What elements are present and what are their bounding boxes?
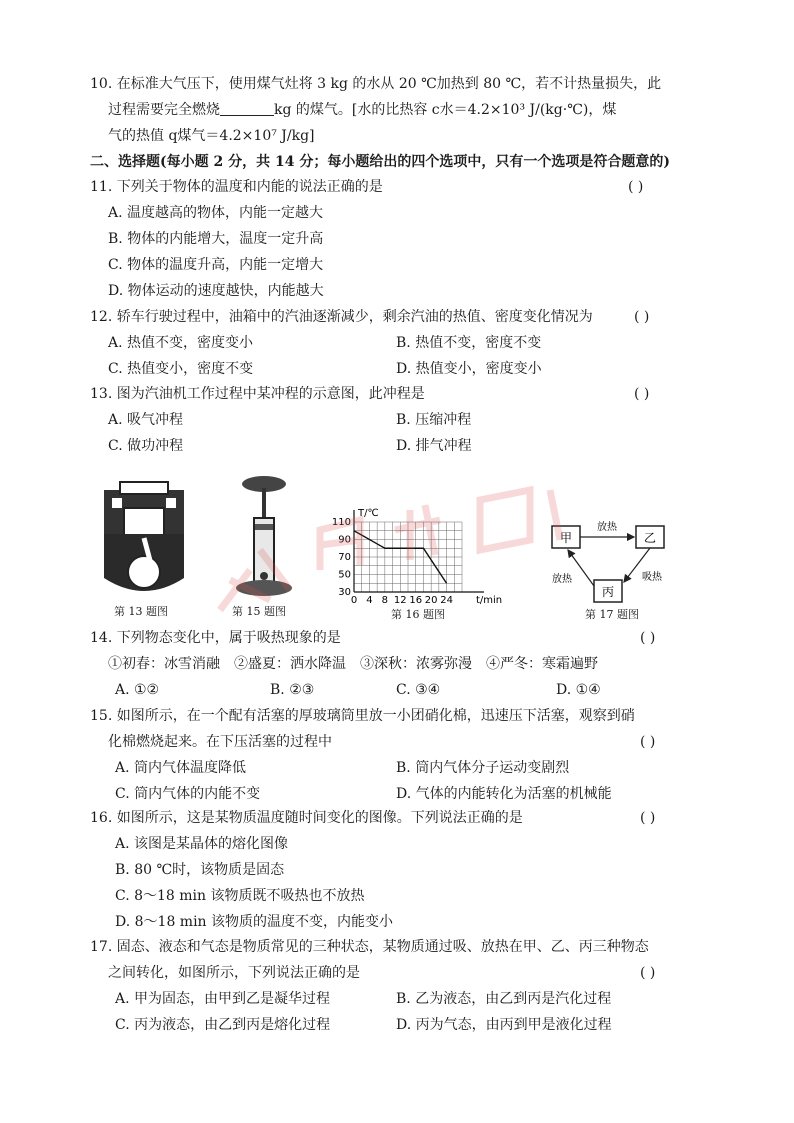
y-tick-label: 50 [338, 569, 351, 581]
engine-piston [124, 508, 164, 538]
q15-stem-line2: 化棉燃烧起来。在下压活塞的过程中 [108, 734, 332, 750]
q17-option-d[interactable]: D. 丙为气态，由丙到甲是液化过程 [396, 1017, 612, 1033]
x-tick-label: 0 [350, 595, 358, 606]
q17-option-c[interactable]: C. 丙为液态，由乙到丙是熔化过程 [115, 1017, 331, 1033]
q13-stem: 13. 图为汽油机工作过程中某冲程的示意图，此冲程是 [90, 386, 425, 402]
q15-answer-paren[interactable]: ( ) [640, 734, 656, 750]
q17-stem-line2: 之间转化，如图所示，下列说法正确的是 [108, 965, 360, 981]
engine-spark-plug [120, 482, 168, 494]
q12-answer-paren[interactable]: ( ) [634, 309, 650, 325]
q15-stem-line1: 15. 如图所示，在一个配有活塞的厚玻璃筒里放一小团硝化棉，迅速压下活塞，观察到硝 [90, 708, 635, 724]
engine-crank-wheel [128, 556, 160, 588]
q13-answer-paren[interactable]: ( ) [634, 386, 650, 402]
q11-option-b[interactable]: B. 物体的内能增大，温度一定升高 [108, 231, 324, 247]
q14-option-c[interactable]: C. ③④ [396, 682, 441, 698]
q16-option-b[interactable]: B. 80 ℃时，该物质是固态 [115, 862, 285, 878]
figure-13-engine [98, 478, 190, 600]
q12-option-d[interactable]: D. 热值变小，密度变小 [396, 361, 542, 377]
q14-option-d[interactable]: D. ①④ [556, 682, 601, 698]
state-label-jia: 甲 [559, 531, 573, 545]
q15-option-b[interactable]: B. 筒内气体分子运动变剧烈 [396, 760, 570, 776]
q11-option-d[interactable]: D. 物体运动的速度越快，内能越大 [108, 283, 324, 299]
x-tick-label: 8 [381, 595, 389, 606]
q15-option-c[interactable]: C. 筒内气体的内能不变 [115, 786, 261, 802]
y-tick-label: 110 [331, 517, 351, 528]
figure-17-caption: 第 17 题图 [585, 608, 639, 621]
label-fangre-top: 放热 [597, 522, 617, 533]
q12-option-b[interactable]: B. 热值不变，密度不变 [396, 335, 542, 351]
q10-line2-pre: 过程需要完全燃烧 [108, 102, 220, 118]
x-tick-label: 24 [440, 595, 453, 606]
q14-option-a[interactable]: A. ①② [115, 682, 160, 698]
q13-option-d[interactable]: D. 排气冲程 [396, 438, 472, 454]
q12-option-c[interactable]: C. 热值变小，密度不变 [108, 361, 254, 377]
state-label-bing: 丙 [601, 585, 615, 599]
q16-stem: 16. 如图所示，这是某物质温度随时间变化的图像。下列说法正确的是 [90, 810, 523, 826]
q10-line2 [108, 100, 616, 120]
x-tick-label: 16 [409, 595, 423, 606]
figure-15-caption: 第 15 题图 [232, 605, 286, 618]
q11-option-c[interactable]: C. 物体的温度升高，内能一定增大 [108, 257, 324, 273]
x-tick-label: 20 [424, 595, 438, 606]
q12-stem: 12. 轿车行驶过程中，油箱中的汽油逐渐减少，剩余汽油的热值、密度变化情况为 [90, 309, 593, 325]
q14-option-b[interactable]: B. ②③ [270, 682, 315, 698]
y-tick-label: 90 [338, 534, 351, 546]
q14-stem: 14. 下列物态变化中，属于吸热现象的是 [90, 630, 341, 646]
q10-answer-blank[interactable] [220, 101, 274, 116]
chart-y-axis-label: T/℃ [358, 508, 379, 519]
q16-option-d[interactable]: D. 8～18 min 该物质的温度不变，内能变小 [115, 914, 394, 930]
q14-answer-paren[interactable]: ( ) [640, 630, 656, 646]
q10-line2-post: kg 的煤气。[水的比热容 c水＝4.2×10³ J/(kg·℃)，煤 [274, 102, 617, 118]
q12-option-a[interactable]: A. 热值不变，密度变小 [108, 335, 254, 351]
q13-option-b[interactable]: B. 压缩冲程 [396, 412, 472, 428]
x-tick-label: 4 [366, 595, 373, 606]
figure-16-caption: 第 16 题图 [391, 608, 445, 621]
q13-option-c[interactable]: C. 做功冲程 [108, 438, 184, 454]
engine-valve-right [166, 498, 176, 508]
q17-answer-paren[interactable]: ( ) [640, 965, 656, 981]
section2-heading: 二、选择题(每小题 2 分，共 14 分；每小题给出的四个选项中，只有一个选项是符合题意的) [90, 154, 670, 170]
y-tick-label: 70 [338, 552, 351, 563]
q16-option-c[interactable]: C. 8～18 min 该物质既不吸热也不放热 [115, 888, 365, 904]
label-fangre-left: 放热 [552, 574, 572, 585]
chart-x-axis-label: t/min [476, 595, 503, 606]
q11-stem: 11. 下列关于物体的温度和内能的说法正确的是 [90, 179, 383, 195]
figure-13-caption: 第 13 题图 [114, 605, 168, 618]
q14-items: ①初春：冰雪消融 ②盛夏：洒水降温 ③深秋：浓雾弥漫 ④严冬：寒霜遍野 [108, 656, 598, 672]
q16-answer-paren[interactable]: ( ) [640, 810, 656, 826]
q17-option-a[interactable]: A. 甲为固态，由甲到乙是凝华过程 [115, 991, 331, 1007]
q10-line3: 气的热值 q煤气＝4.2×10⁷ J/kg] [108, 128, 315, 144]
q15-option-d[interactable]: D. 气体的内能转化为活塞的机械能 [396, 786, 612, 802]
q11-answer-paren[interactable]: ( ) [628, 179, 644, 195]
q13-option-a[interactable]: A. 吸气冲程 [108, 412, 184, 428]
y-tick-label: 30 [338, 587, 351, 598]
q15-option-a[interactable]: A. 筒内气体温度降低 [115, 760, 247, 776]
watermark [210, 470, 590, 620]
q16-option-a[interactable]: A. 该图是某晶体的熔化图像 [115, 836, 289, 852]
q11-option-a[interactable]: A. 温度越高的物体，内能一定越大 [108, 205, 324, 221]
q17-option-b[interactable]: B. 乙为液态，由乙到丙是汽化过程 [396, 991, 612, 1007]
engine-valve-left [112, 498, 122, 508]
q17-stem-line1: 17. 固态、液态和气态是物质常见的三种状态，某物质通过吸、放热在甲、乙、丙三种物态 [90, 939, 649, 955]
q10-line1: 10. 在标准大气压下，使用煤气灶将 3 kg 的水从 20 ℃加热到 80 ℃，若不计热量损失，此 [90, 76, 662, 92]
label-xire: 吸热 [642, 572, 662, 583]
state-label-yi: 乙 [643, 531, 657, 545]
x-tick-label: 12 [393, 595, 407, 606]
